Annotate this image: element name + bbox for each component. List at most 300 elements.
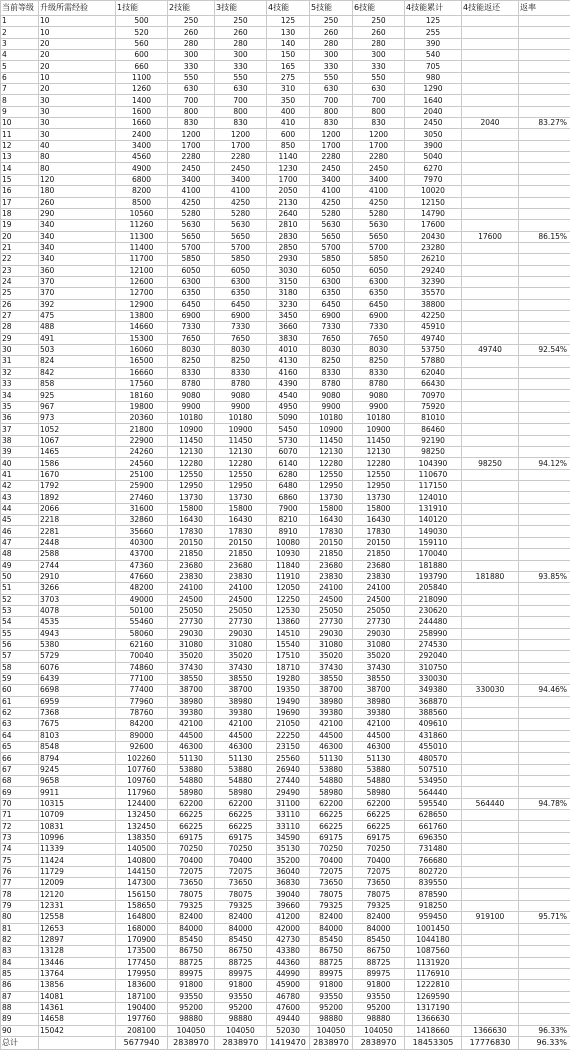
cell-skill-4-cumulative[interactable]: 534950 — [405, 776, 462, 787]
cell-skill-6[interactable]: 93550 — [353, 991, 405, 1002]
cell-skill-4[interactable]: 5730 — [267, 435, 310, 446]
cell-skill-4[interactable]: 3230 — [267, 299, 310, 310]
cell-skill-4-return[interactable]: 330030 — [462, 685, 519, 696]
cell-skill-4-cumulative[interactable]: 205840 — [405, 583, 462, 594]
cell-level[interactable]: 17 — [1, 197, 39, 208]
cell-skill-3[interactable]: 800 — [215, 106, 267, 117]
cell-skill-1[interactable]: 84200 — [116, 719, 168, 730]
cell-skill-3[interactable]: 95200 — [215, 1002, 267, 1013]
cell-skill-6[interactable]: 72075 — [353, 866, 405, 877]
cell-exp[interactable]: 14658 — [39, 1014, 116, 1025]
cell-skill-1[interactable]: 13800 — [116, 310, 168, 321]
cell-skill-4-cumulative[interactable]: 193790 — [405, 571, 462, 582]
cell-skill-2[interactable]: 72075 — [168, 866, 215, 877]
cell-skill-4[interactable]: 31100 — [267, 798, 310, 809]
cell-skill-1[interactable]: 208100 — [116, 1025, 168, 1036]
cell-skill-2[interactable]: 21850 — [168, 549, 215, 560]
cell-level[interactable]: 83 — [1, 946, 39, 957]
cell-skill-3[interactable]: 89975 — [215, 968, 267, 979]
cell-skill-5[interactable]: 16430 — [310, 515, 353, 526]
cell-skill-6[interactable]: 24500 — [353, 594, 405, 605]
cell-return-rate[interactable] — [519, 129, 570, 140]
cell-exp[interactable]: 973 — [39, 413, 116, 424]
cell-skill-4-return[interactable] — [462, 72, 519, 83]
cell-exp[interactable]: 370 — [39, 276, 116, 287]
cell-skill-4-return[interactable] — [462, 276, 519, 287]
cell-skill-3[interactable]: 79325 — [215, 900, 267, 911]
cell-return-rate[interactable]: 96.33% — [519, 1025, 570, 1036]
cell-skill-5[interactable]: 11450 — [310, 435, 353, 446]
totals-skill-5[interactable]: 2838970 — [310, 1036, 353, 1049]
cell-skill-4[interactable]: 2050 — [267, 186, 310, 197]
cell-level[interactable]: 89 — [1, 1014, 39, 1025]
cell-skill-4-cumulative[interactable]: 26210 — [405, 254, 462, 265]
cell-return-rate[interactable] — [519, 469, 570, 480]
cell-skill-5[interactable]: 85450 — [310, 934, 353, 945]
cell-skill-4-cumulative[interactable]: 117150 — [405, 481, 462, 492]
cell-skill-2[interactable]: 260 — [168, 27, 215, 38]
cell-skill-3[interactable]: 66225 — [215, 810, 267, 821]
cell-skill-2[interactable]: 66225 — [168, 821, 215, 832]
cell-skill-3[interactable]: 280 — [215, 38, 267, 49]
cell-exp[interactable]: 4078 — [39, 605, 116, 616]
cell-skill-5[interactable]: 9900 — [310, 401, 353, 412]
cell-skill-4-return[interactable] — [462, 413, 519, 424]
cell-skill-4-cumulative[interactable]: 17600 — [405, 220, 462, 231]
cell-skill-2[interactable]: 24100 — [168, 583, 215, 594]
cell-return-rate[interactable] — [519, 447, 570, 458]
cell-skill-4[interactable]: 49440 — [267, 1014, 310, 1025]
cell-skill-4-return[interactable]: 2040 — [462, 118, 519, 129]
cell-level[interactable]: 76 — [1, 866, 39, 877]
cell-exp[interactable]: 15042 — [39, 1025, 116, 1036]
cell-skill-6[interactable]: 58980 — [353, 787, 405, 798]
cell-exp[interactable]: 9658 — [39, 776, 116, 787]
cell-skill-4[interactable]: 275 — [267, 72, 310, 83]
cell-skill-6[interactable]: 300 — [353, 50, 405, 61]
cell-skill-4-cumulative[interactable]: 330030 — [405, 673, 462, 684]
cell-skill-2[interactable]: 800 — [168, 106, 215, 117]
cell-skill-1[interactable]: 102260 — [116, 753, 168, 764]
cell-skill-4-return[interactable] — [462, 129, 519, 140]
cell-level[interactable]: 80 — [1, 912, 39, 923]
cell-exp[interactable]: 392 — [39, 299, 116, 310]
header-skill-2[interactable]: 2技能 — [168, 1, 215, 16]
cell-skill-1[interactable]: 21800 — [116, 424, 168, 435]
cell-skill-4[interactable]: 1140 — [267, 152, 310, 163]
cell-skill-4-return[interactable] — [462, 299, 519, 310]
cell-level[interactable]: 54 — [1, 617, 39, 628]
cell-return-rate[interactable] — [519, 605, 570, 616]
cell-skill-1[interactable]: 187100 — [116, 991, 168, 1002]
header-skill-4-cumulative[interactable]: 4技能累计 — [405, 1, 462, 16]
cell-skill-3[interactable]: 5280 — [215, 208, 267, 219]
cell-return-rate[interactable] — [519, 140, 570, 151]
cell-return-rate[interactable] — [519, 923, 570, 934]
cell-level[interactable]: 81 — [1, 923, 39, 934]
cell-skill-4-return[interactable]: 17600 — [462, 231, 519, 242]
cell-return-rate[interactable] — [519, 276, 570, 287]
cell-skill-4-cumulative[interactable]: 38800 — [405, 299, 462, 310]
cell-skill-3[interactable]: 53880 — [215, 764, 267, 775]
cell-skill-4-cumulative[interactable]: 1222810 — [405, 980, 462, 991]
cell-skill-2[interactable]: 3400 — [168, 174, 215, 185]
cell-skill-4[interactable]: 15540 — [267, 639, 310, 650]
cell-return-rate[interactable] — [519, 299, 570, 310]
cell-skill-4-cumulative[interactable]: 140120 — [405, 515, 462, 526]
cell-skill-4-cumulative[interactable]: 390 — [405, 38, 462, 49]
cell-skill-4-return[interactable] — [462, 401, 519, 412]
cell-skill-4-cumulative[interactable]: 661760 — [405, 821, 462, 832]
cell-skill-6[interactable]: 4100 — [353, 186, 405, 197]
cell-skill-3[interactable]: 8030 — [215, 344, 267, 355]
cell-skill-4[interactable]: 150 — [267, 50, 310, 61]
cell-level[interactable]: 5 — [1, 61, 39, 72]
cell-skill-4[interactable]: 850 — [267, 140, 310, 151]
cell-skill-5[interactable]: 73650 — [310, 878, 353, 889]
cell-skill-2[interactable]: 37430 — [168, 662, 215, 673]
cell-level[interactable]: 43 — [1, 492, 39, 503]
cell-skill-4-cumulative[interactable]: 258990 — [405, 628, 462, 639]
cell-skill-1[interactable]: 19800 — [116, 401, 168, 412]
cell-skill-5[interactable]: 98880 — [310, 1014, 353, 1025]
cell-level[interactable]: 36 — [1, 413, 39, 424]
cell-level[interactable]: 4 — [1, 50, 39, 61]
cell-level[interactable]: 1 — [1, 16, 39, 27]
cell-skill-4-return[interactable] — [462, 730, 519, 741]
cell-skill-1[interactable]: 20360 — [116, 413, 168, 424]
cell-skill-2[interactable]: 82400 — [168, 912, 215, 923]
cell-skill-2[interactable]: 38700 — [168, 685, 215, 696]
cell-skill-6[interactable]: 23830 — [353, 571, 405, 582]
cell-skill-6[interactable]: 12130 — [353, 447, 405, 458]
cell-skill-2[interactable]: 69175 — [168, 832, 215, 843]
cell-exp[interactable]: 2448 — [39, 537, 116, 548]
cell-skill-1[interactable]: 170900 — [116, 934, 168, 945]
cell-return-rate[interactable] — [519, 594, 570, 605]
cell-skill-6[interactable]: 830 — [353, 118, 405, 129]
cell-skill-6[interactable]: 51130 — [353, 753, 405, 764]
cell-skill-6[interactable]: 1200 — [353, 129, 405, 140]
cell-skill-1[interactable]: 140500 — [116, 844, 168, 855]
cell-skill-4-return[interactable] — [462, 923, 519, 934]
cell-skill-4-cumulative[interactable]: 57880 — [405, 356, 462, 367]
cell-skill-1[interactable]: 17560 — [116, 379, 168, 390]
header-return-rate[interactable]: 返率 — [519, 1, 570, 16]
cell-skill-2[interactable]: 830 — [168, 118, 215, 129]
cell-skill-4-return[interactable] — [462, 719, 519, 730]
cell-return-rate[interactable] — [519, 84, 570, 95]
cell-skill-1[interactable]: 11300 — [116, 231, 168, 242]
cell-skill-4-cumulative[interactable]: 839550 — [405, 878, 462, 889]
cell-exp[interactable]: 13764 — [39, 968, 116, 979]
cell-skill-4-cumulative[interactable]: 368870 — [405, 696, 462, 707]
cell-skill-2[interactable]: 23680 — [168, 560, 215, 571]
cell-skill-1[interactable]: 12700 — [116, 288, 168, 299]
cell-skill-3[interactable]: 82400 — [215, 912, 267, 923]
cell-skill-4[interactable]: 165 — [267, 61, 310, 72]
cell-skill-3[interactable]: 4250 — [215, 197, 267, 208]
cell-skill-4[interactable]: 4950 — [267, 401, 310, 412]
cell-skill-4-cumulative[interactable]: 62040 — [405, 367, 462, 378]
cell-skill-6[interactable]: 13730 — [353, 492, 405, 503]
cell-skill-4[interactable]: 4130 — [267, 356, 310, 367]
cell-skill-4[interactable]: 2810 — [267, 220, 310, 231]
cell-level[interactable]: 88 — [1, 1002, 39, 1013]
cell-skill-2[interactable]: 23830 — [168, 571, 215, 582]
cell-skill-4[interactable]: 33110 — [267, 821, 310, 832]
cell-skill-1[interactable]: 1400 — [116, 95, 168, 106]
cell-skill-4[interactable]: 5090 — [267, 413, 310, 424]
cell-exp[interactable]: 14081 — [39, 991, 116, 1002]
cell-skill-3[interactable]: 29030 — [215, 628, 267, 639]
cell-skill-4-cumulative[interactable]: 274530 — [405, 639, 462, 650]
cell-skill-4[interactable]: 12050 — [267, 583, 310, 594]
cell-skill-4-return[interactable] — [462, 50, 519, 61]
cell-skill-4-return[interactable] — [462, 968, 519, 979]
cell-skill-4-cumulative[interactable]: 70970 — [405, 390, 462, 401]
cell-skill-2[interactable]: 8330 — [168, 367, 215, 378]
cell-return-rate[interactable] — [519, 639, 570, 650]
cell-skill-1[interactable]: 4560 — [116, 152, 168, 163]
cell-return-rate[interactable] — [519, 719, 570, 730]
cell-skill-4[interactable]: 26940 — [267, 764, 310, 775]
cell-skill-4-return[interactable] — [462, 583, 519, 594]
cell-skill-1[interactable]: 4900 — [116, 163, 168, 174]
cell-return-rate[interactable] — [519, 95, 570, 106]
cell-skill-5[interactable]: 62200 — [310, 798, 353, 809]
cell-skill-3[interactable]: 84000 — [215, 923, 267, 934]
cell-exp[interactable]: 290 — [39, 208, 116, 219]
cell-skill-2[interactable]: 6350 — [168, 288, 215, 299]
cell-skill-6[interactable]: 7650 — [353, 333, 405, 344]
cell-skill-4-cumulative[interactable]: 20430 — [405, 231, 462, 242]
cell-skill-4-cumulative[interactable]: 170040 — [405, 549, 462, 560]
cell-skill-2[interactable]: 630 — [168, 84, 215, 95]
cell-level[interactable]: 38 — [1, 435, 39, 446]
cell-skill-4[interactable]: 4390 — [267, 379, 310, 390]
cell-skill-6[interactable]: 250 — [353, 16, 405, 27]
cell-skill-4-cumulative[interactable]: 1001450 — [405, 923, 462, 934]
cell-skill-5[interactable]: 38550 — [310, 673, 353, 684]
cell-exp[interactable]: 967 — [39, 401, 116, 412]
cell-skill-2[interactable]: 58980 — [168, 787, 215, 798]
cell-skill-5[interactable]: 4250 — [310, 197, 353, 208]
cell-level[interactable]: 23 — [1, 265, 39, 276]
cell-skill-4-cumulative[interactable]: 125 — [405, 16, 462, 27]
cell-return-rate[interactable] — [519, 503, 570, 514]
cell-skill-4-cumulative[interactable]: 766680 — [405, 855, 462, 866]
cell-skill-6[interactable]: 20150 — [353, 537, 405, 548]
cell-exp[interactable]: 1465 — [39, 447, 116, 458]
cell-skill-6[interactable]: 15800 — [353, 503, 405, 514]
cell-skill-2[interactable]: 12280 — [168, 458, 215, 469]
cell-skill-4-return[interactable] — [462, 980, 519, 991]
cell-skill-2[interactable]: 73650 — [168, 878, 215, 889]
cell-skill-5[interactable]: 79325 — [310, 900, 353, 911]
cell-skill-5[interactable]: 35020 — [310, 651, 353, 662]
cell-return-rate[interactable] — [519, 878, 570, 889]
cell-skill-3[interactable]: 550 — [215, 72, 267, 83]
cell-skill-4-return[interactable] — [462, 16, 519, 27]
cell-level[interactable]: 85 — [1, 968, 39, 979]
cell-return-rate[interactable] — [519, 152, 570, 163]
cell-return-rate[interactable] — [519, 106, 570, 117]
header-skill-5[interactable]: 5技能 — [310, 1, 353, 16]
cell-skill-1[interactable]: 10560 — [116, 208, 168, 219]
cell-level[interactable]: 6 — [1, 72, 39, 83]
cell-skill-2[interactable]: 98880 — [168, 1014, 215, 1025]
cell-skill-5[interactable]: 250 — [310, 16, 353, 27]
cell-skill-5[interactable]: 66225 — [310, 821, 353, 832]
cell-skill-3[interactable]: 6900 — [215, 310, 267, 321]
cell-exp[interactable]: 1670 — [39, 469, 116, 480]
cell-exp[interactable]: 1892 — [39, 492, 116, 503]
cell-skill-4-return[interactable] — [462, 515, 519, 526]
cell-skill-4-return[interactable] — [462, 61, 519, 72]
cell-skill-5[interactable]: 17830 — [310, 526, 353, 537]
cell-exp[interactable]: 5380 — [39, 639, 116, 650]
cell-skill-4-cumulative[interactable]: 104390 — [405, 458, 462, 469]
cell-return-rate[interactable] — [519, 707, 570, 718]
cell-skill-1[interactable]: 77100 — [116, 673, 168, 684]
cell-skill-4[interactable]: 39040 — [267, 889, 310, 900]
cell-skill-4-return[interactable] — [462, 776, 519, 787]
cell-exp[interactable]: 2910 — [39, 571, 116, 582]
totals-return-rate[interactable]: 96.33% — [519, 1036, 570, 1049]
cell-skill-4[interactable]: 6280 — [267, 469, 310, 480]
cell-skill-4-return[interactable]: 1366630 — [462, 1025, 519, 1036]
cell-skill-4-return[interactable] — [462, 254, 519, 265]
cell-return-rate[interactable] — [519, 481, 570, 492]
cell-skill-5[interactable]: 38700 — [310, 685, 353, 696]
cell-skill-6[interactable]: 12550 — [353, 469, 405, 480]
cell-level[interactable]: 3 — [1, 38, 39, 49]
cell-skill-5[interactable]: 5280 — [310, 208, 353, 219]
cell-skill-6[interactable]: 260 — [353, 27, 405, 38]
cell-skill-4-return[interactable] — [462, 242, 519, 253]
cell-return-rate[interactable] — [519, 832, 570, 843]
cell-return-rate[interactable] — [519, 72, 570, 83]
cell-level[interactable]: 35 — [1, 401, 39, 412]
cell-skill-6[interactable]: 84000 — [353, 923, 405, 934]
cell-exp[interactable]: 20 — [39, 50, 116, 61]
cell-skill-3[interactable]: 12950 — [215, 481, 267, 492]
cell-skill-6[interactable]: 82400 — [353, 912, 405, 923]
cell-skill-4-cumulative[interactable]: 540 — [405, 50, 462, 61]
cell-skill-2[interactable]: 13730 — [168, 492, 215, 503]
cell-skill-2[interactable]: 38550 — [168, 673, 215, 684]
cell-skill-4[interactable]: 11910 — [267, 571, 310, 582]
totals-skill-6[interactable]: 2838970 — [353, 1036, 405, 1049]
cell-skill-5[interactable]: 830 — [310, 118, 353, 129]
cell-skill-4-return[interactable]: 98250 — [462, 458, 519, 469]
cell-skill-3[interactable]: 69175 — [215, 832, 267, 843]
cell-skill-3[interactable]: 62200 — [215, 798, 267, 809]
cell-skill-4[interactable]: 29490 — [267, 787, 310, 798]
cell-skill-5[interactable]: 78075 — [310, 889, 353, 900]
cell-skill-3[interactable]: 830 — [215, 118, 267, 129]
cell-return-rate[interactable] — [519, 776, 570, 787]
cell-return-rate[interactable] — [519, 787, 570, 798]
cell-skill-5[interactable]: 12950 — [310, 481, 353, 492]
cell-skill-2[interactable]: 27730 — [168, 617, 215, 628]
cell-skill-6[interactable]: 630 — [353, 84, 405, 95]
cell-skill-3[interactable]: 700 — [215, 95, 267, 106]
cell-skill-2[interactable]: 700 — [168, 95, 215, 106]
cell-exp[interactable]: 491 — [39, 333, 116, 344]
cell-exp[interactable]: 5729 — [39, 651, 116, 662]
cell-exp[interactable]: 12120 — [39, 889, 116, 900]
cell-skill-2[interactable]: 88725 — [168, 957, 215, 968]
cell-skill-4[interactable]: 3150 — [267, 276, 310, 287]
cell-exp[interactable]: 2744 — [39, 560, 116, 571]
cell-level[interactable]: 78 — [1, 889, 39, 900]
cell-skill-5[interactable]: 12550 — [310, 469, 353, 480]
cell-return-rate[interactable] — [519, 379, 570, 390]
cell-skill-4-return[interactable] — [462, 617, 519, 628]
cell-level[interactable]: 9 — [1, 106, 39, 117]
cell-skill-6[interactable]: 86750 — [353, 946, 405, 957]
cell-skill-4-return[interactable] — [462, 435, 519, 446]
cell-skill-1[interactable]: 132450 — [116, 810, 168, 821]
cell-skill-2[interactable]: 10180 — [168, 413, 215, 424]
cell-exp[interactable]: 475 — [39, 310, 116, 321]
cell-level[interactable]: 27 — [1, 310, 39, 321]
cell-skill-4[interactable]: 2640 — [267, 208, 310, 219]
cell-skill-4[interactable]: 400 — [267, 106, 310, 117]
cell-skill-2[interactable]: 17830 — [168, 526, 215, 537]
cell-return-rate[interactable] — [519, 889, 570, 900]
cell-skill-2[interactable]: 8780 — [168, 379, 215, 390]
cell-skill-1[interactable]: 156150 — [116, 889, 168, 900]
cell-skill-6[interactable]: 98880 — [353, 1014, 405, 1025]
cell-skill-3[interactable]: 5630 — [215, 220, 267, 231]
cell-skill-4[interactable]: 23150 — [267, 742, 310, 753]
cell-skill-2[interactable]: 44500 — [168, 730, 215, 741]
cell-skill-6[interactable]: 10900 — [353, 424, 405, 435]
cell-skill-4[interactable]: 19280 — [267, 673, 310, 684]
cell-skill-4[interactable]: 4010 — [267, 344, 310, 355]
cell-skill-3[interactable]: 38700 — [215, 685, 267, 696]
cell-skill-2[interactable]: 16430 — [168, 515, 215, 526]
cell-skill-4[interactable]: 350 — [267, 95, 310, 106]
cell-skill-4-cumulative[interactable]: 149030 — [405, 526, 462, 537]
cell-return-rate[interactable] — [519, 288, 570, 299]
cell-exp[interactable]: 4535 — [39, 617, 116, 628]
cell-skill-5[interactable]: 20150 — [310, 537, 353, 548]
cell-exp[interactable]: 3703 — [39, 594, 116, 605]
cell-skill-2[interactable]: 35020 — [168, 651, 215, 662]
cell-skill-1[interactable]: 173500 — [116, 946, 168, 957]
cell-level[interactable]: 74 — [1, 844, 39, 855]
cell-skill-6[interactable]: 6450 — [353, 299, 405, 310]
cell-return-rate[interactable] — [519, 492, 570, 503]
cell-skill-6[interactable]: 39380 — [353, 707, 405, 718]
cell-skill-5[interactable]: 300 — [310, 50, 353, 61]
cell-skill-6[interactable]: 800 — [353, 106, 405, 117]
cell-skill-5[interactable]: 6300 — [310, 276, 353, 287]
cell-skill-3[interactable]: 44500 — [215, 730, 267, 741]
header-skill-4[interactable]: 4技能 — [267, 1, 310, 16]
cell-level[interactable]: 10 — [1, 118, 39, 129]
cell-skill-4-cumulative[interactable]: 802720 — [405, 866, 462, 877]
cell-skill-4-cumulative[interactable]: 959450 — [405, 912, 462, 923]
cell-return-rate[interactable] — [519, 662, 570, 673]
cell-skill-5[interactable]: 8330 — [310, 367, 353, 378]
cell-skill-5[interactable]: 5850 — [310, 254, 353, 265]
cell-skill-3[interactable]: 5850 — [215, 254, 267, 265]
